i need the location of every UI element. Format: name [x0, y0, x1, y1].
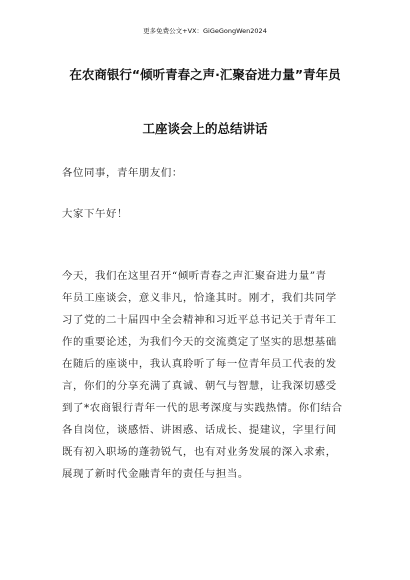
greeting: 大家下午好！ [62, 208, 128, 220]
paragraph-line: 展现了新时代金融青年的责任与担当。 [62, 468, 249, 480]
salutation: 各位同事，青年朋友们： [62, 167, 183, 179]
body-paragraph [62, 269, 362, 489]
header-note: 更多免费公文+VX：GiGeGongWen2024 [143, 27, 267, 35]
paragraph-line: 年员工座谈会，意义非凡，恰逢其时。刚才，我们共同学 [62, 292, 337, 304]
paragraph-line: 今天，我们在这里召开“倾听青春之声汇聚奋进力量”青 [62, 270, 327, 282]
paragraph-line: 作的重要论述，为我们今天的交流奠定了坚实的思想基础 [62, 336, 337, 348]
document-title-line-2: 工座谈会上的总结讲话 [142, 121, 268, 136]
paragraph-line: 言，你们的分享充满了真诚、朝气与智慧，让我深切感受 [62, 380, 337, 392]
paragraph-line: 习了党的二十届四中全会精神和习近平总书记关于青年工 [62, 314, 337, 326]
paragraph-line: 到了*农商银行青年一代的思考深度与实践热情。你们结合 [62, 402, 343, 414]
paragraph-line: 既有初入职场的蓬勃锐气，也有对业务发展的深入求索， [62, 446, 337, 458]
paragraph-line: 在随后的座谈中，我认真聆听了每一位青年员工代表的发 [62, 358, 337, 370]
paragraph-line: 各自岗位，谈感悟、讲困惑、话成长、提建议，字里行间 [62, 424, 337, 436]
document-title-line-1: 在农商银行“倾听青春之声·汇聚奋进力量”青年员 [69, 67, 341, 82]
